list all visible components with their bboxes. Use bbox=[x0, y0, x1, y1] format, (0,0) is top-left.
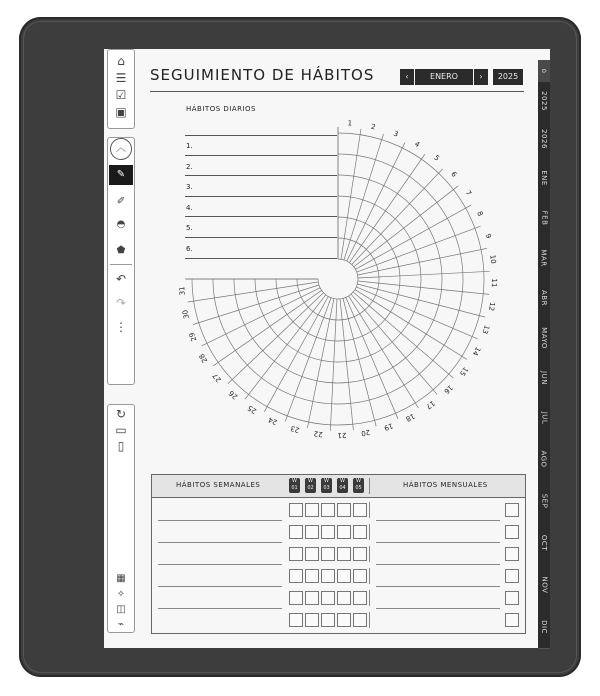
day-label: 31 bbox=[178, 286, 187, 296]
week-badge: W 03 bbox=[321, 478, 332, 493]
daily-habits-label: HÁBITOS DIARIOS bbox=[186, 105, 256, 113]
chevron-left-icon[interactable]: ‹ bbox=[400, 69, 414, 85]
weekly-checkbox[interactable] bbox=[321, 613, 335, 627]
tab-mayo[interactable]: MAYO bbox=[538, 318, 550, 359]
month-selector[interactable]: ENERO bbox=[415, 69, 473, 85]
monthly-checkbox[interactable] bbox=[505, 503, 519, 517]
weekly-checkbox[interactable] bbox=[337, 503, 351, 517]
weekly-habits-label: HÁBITOS SEMANALES bbox=[176, 481, 261, 489]
chevron-up-icon[interactable]: ︿ bbox=[110, 138, 132, 160]
tab-dic[interactable]: DIC bbox=[538, 606, 550, 649]
tab-nov[interactable]: NOV bbox=[538, 564, 550, 607]
habit-table-row bbox=[152, 543, 525, 565]
weekly-checkbox[interactable] bbox=[337, 591, 351, 605]
sync-icon[interactable]: ↻ bbox=[115, 407, 127, 421]
weekly-checkbox[interactable] bbox=[337, 547, 351, 561]
day-label: 20 bbox=[360, 427, 371, 438]
day-label: 3 bbox=[392, 129, 400, 139]
weekly-checkbox[interactable] bbox=[353, 591, 367, 605]
weekly-checkbox[interactable] bbox=[289, 503, 303, 517]
habit-line bbox=[185, 175, 337, 176]
tab-mar[interactable]: MAR bbox=[538, 238, 550, 279]
day-label: 24 bbox=[267, 415, 279, 427]
tab-2026[interactable]: 2026 bbox=[538, 120, 550, 159]
habit-number: 4. bbox=[186, 204, 193, 212]
day-label: 5 bbox=[432, 153, 441, 163]
habit-line bbox=[185, 258, 337, 259]
day-label: 1 bbox=[347, 119, 353, 128]
habit-number: 1. bbox=[186, 142, 193, 150]
weekly-checkbox[interactable] bbox=[353, 503, 367, 517]
habit-line bbox=[185, 216, 337, 217]
monthly-checkbox[interactable] bbox=[505, 613, 519, 627]
day-label: 16 bbox=[442, 383, 455, 396]
weekly-checkbox[interactable] bbox=[289, 569, 303, 583]
habit-line bbox=[185, 155, 337, 156]
day-label: 30 bbox=[181, 309, 191, 320]
day-label: 13 bbox=[480, 323, 491, 335]
habit-line bbox=[185, 237, 337, 238]
day-label: 4 bbox=[413, 139, 422, 150]
pen-icon[interactable]: ✎ bbox=[109, 165, 133, 185]
day-label: 14 bbox=[470, 345, 482, 358]
day-label: 7 bbox=[463, 189, 473, 198]
sparkle-icon[interactable]: ✧ bbox=[116, 589, 126, 600]
day-label: 19 bbox=[382, 421, 394, 432]
weekly-checkbox[interactable] bbox=[337, 525, 351, 539]
redo-icon[interactable]: ↷ bbox=[115, 296, 127, 310]
marker-icon[interactable]: ✐ bbox=[116, 196, 126, 207]
week-badge: W 05 bbox=[353, 478, 364, 493]
home-icon[interactable]: ⌂ bbox=[117, 54, 125, 68]
day-label: 12 bbox=[486, 301, 497, 312]
day-label: 11 bbox=[489, 278, 499, 288]
day-label: 22 bbox=[313, 429, 324, 439]
page-icon[interactable]: ▯ bbox=[117, 439, 125, 453]
weekly-checkbox[interactable] bbox=[289, 525, 303, 539]
weekly-checkbox[interactable] bbox=[289, 613, 303, 627]
habit-line bbox=[185, 196, 337, 197]
habit-number: 6. bbox=[186, 245, 193, 253]
day-label: 2 bbox=[370, 122, 377, 132]
day-label: 8 bbox=[475, 210, 485, 218]
weekly-checkbox[interactable] bbox=[305, 525, 319, 539]
monthly-checkbox[interactable] bbox=[505, 525, 519, 539]
clip-icon[interactable]: ⌁ bbox=[117, 619, 125, 630]
weekly-checkbox[interactable] bbox=[305, 503, 319, 517]
habit-table-row bbox=[152, 587, 525, 609]
day-label: 6 bbox=[449, 170, 459, 179]
tab-feb[interactable]: FEB bbox=[538, 198, 550, 239]
habit-table-row bbox=[152, 609, 525, 631]
day-label: 18 bbox=[404, 411, 417, 423]
weekly-monthly-header bbox=[152, 475, 525, 498]
lasso-icon[interactable]: ⬟ bbox=[116, 245, 126, 256]
day-label: 28 bbox=[197, 352, 210, 365]
year-month-tabs bbox=[538, 60, 550, 648]
weekly-checkbox[interactable] bbox=[305, 591, 319, 605]
habit-number: 5. bbox=[186, 224, 193, 232]
habit-table-row bbox=[152, 565, 525, 587]
weekly-checkbox[interactable] bbox=[353, 613, 367, 627]
year-button[interactable]: 2025 bbox=[493, 69, 523, 85]
day-label: 10 bbox=[488, 254, 498, 265]
weekly-checkbox[interactable] bbox=[305, 547, 319, 561]
weekly-monthly-habits bbox=[151, 474, 526, 634]
day-label: 15 bbox=[457, 365, 470, 378]
weekly-checkbox[interactable] bbox=[353, 525, 367, 539]
weekly-checkbox[interactable] bbox=[321, 503, 335, 517]
pen-tools bbox=[107, 137, 135, 385]
weekly-checkbox[interactable] bbox=[305, 569, 319, 583]
weekly-checkbox[interactable] bbox=[305, 613, 319, 627]
habit-line bbox=[185, 135, 337, 136]
briefcase-icon[interactable]: ▣ bbox=[115, 105, 127, 119]
side-tools bbox=[107, 404, 135, 633]
weekly-checkbox[interactable] bbox=[337, 569, 351, 583]
tab-oct[interactable]: OCT bbox=[538, 522, 550, 565]
eraser-icon[interactable]: ◓ bbox=[116, 219, 126, 230]
tab-abr[interactable]: ABR bbox=[538, 278, 550, 319]
weekly-checkbox[interactable] bbox=[321, 569, 335, 583]
habit-number: 3. bbox=[186, 183, 193, 191]
week-badge: W 04 bbox=[337, 478, 348, 493]
week-badge: W 02 bbox=[305, 478, 316, 493]
monthly-habits-label: HÁBITOS MENSUALES bbox=[403, 481, 488, 489]
left-toolbar bbox=[107, 49, 137, 631]
weekly-checkbox[interactable] bbox=[321, 547, 335, 561]
list-icon[interactable]: ☰ bbox=[115, 71, 127, 85]
habit-table-row bbox=[152, 521, 525, 543]
title-divider bbox=[150, 91, 524, 92]
weekly-checkbox[interactable] bbox=[353, 547, 367, 561]
day-label: 21 bbox=[337, 430, 347, 440]
weekly-checkbox[interactable] bbox=[321, 591, 335, 605]
habit-table-row bbox=[152, 499, 525, 521]
weekly-checkbox[interactable] bbox=[289, 591, 303, 605]
weekly-checkbox[interactable] bbox=[289, 547, 303, 561]
calendar-icon[interactable]: ▦ bbox=[116, 573, 126, 584]
day-label: 25 bbox=[246, 403, 259, 416]
undo-icon[interactable]: ↶ bbox=[115, 272, 127, 286]
tab-ene[interactable]: ENE bbox=[538, 158, 550, 199]
weekly-checkbox[interactable] bbox=[337, 613, 351, 627]
day-label: 17 bbox=[424, 398, 437, 411]
day-label: 23 bbox=[289, 423, 301, 435]
folder-icon[interactable]: ▭ bbox=[115, 423, 127, 437]
checkbox-icon[interactable]: ☑ bbox=[115, 88, 127, 102]
monthly-checkbox[interactable] bbox=[505, 569, 519, 583]
home-tab[interactable]: ⌂ bbox=[538, 60, 550, 83]
monthly-checkbox[interactable] bbox=[505, 547, 519, 561]
week-badge: W 01 bbox=[289, 478, 300, 493]
templates-icon[interactable]: ◫ bbox=[116, 604, 126, 615]
tab-ago[interactable]: AGO bbox=[538, 438, 550, 481]
tab-jun[interactable]: JUN bbox=[538, 358, 550, 399]
day-label: 26 bbox=[227, 388, 240, 401]
day-label: 27 bbox=[211, 371, 224, 384]
page-title: SEGUIMIENTO DE HÁBITOS bbox=[150, 66, 375, 84]
tab-jul[interactable]: JUL bbox=[538, 398, 550, 439]
weekly-checkbox[interactable] bbox=[353, 569, 367, 583]
tab-sep[interactable]: SEP bbox=[538, 480, 550, 523]
habit-number: 2. bbox=[186, 163, 193, 171]
day-label: 9 bbox=[483, 232, 493, 240]
monthly-checkbox[interactable] bbox=[505, 591, 519, 605]
weekly-checkbox[interactable] bbox=[321, 525, 335, 539]
tab-2025[interactable]: 2025 bbox=[538, 82, 550, 121]
more-icon[interactable]: ⋮ bbox=[115, 320, 127, 334]
day-label: 29 bbox=[187, 331, 199, 343]
chevron-right-icon[interactable]: › bbox=[474, 69, 488, 85]
nav-tools bbox=[107, 49, 135, 129]
